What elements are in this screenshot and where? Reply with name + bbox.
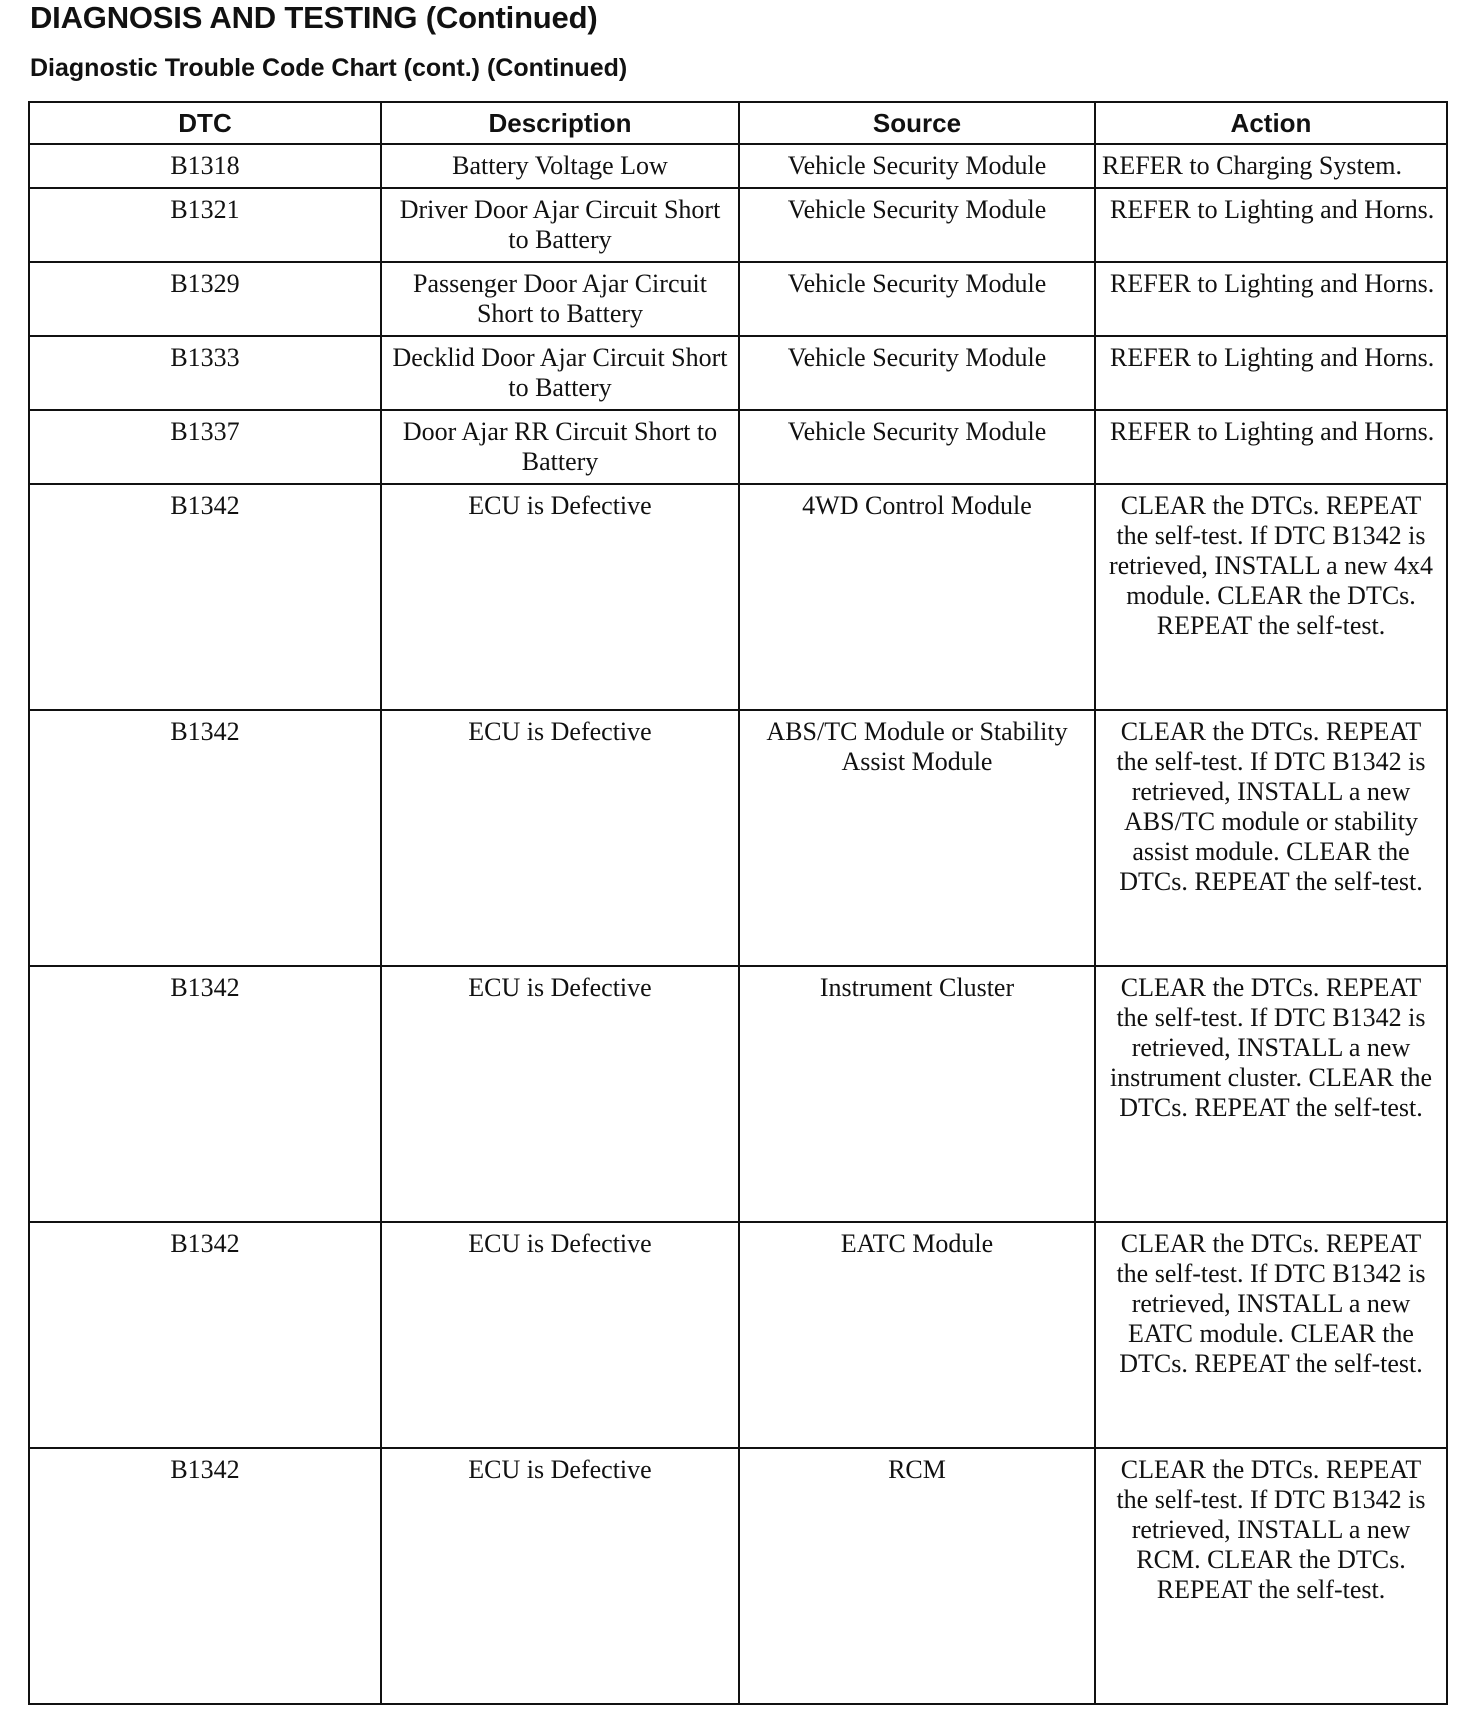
table-row: [29, 262, 1447, 336]
dtc-cell: B1342: [29, 710, 381, 966]
action-cell: REFER to Lighting and Horns.: [1095, 188, 1447, 262]
action-cell: CLEAR the DTCs. REPEAT the self-test. If DTC B1342 is retrieved, INSTALL a new EATC module. CLEAR the DTCs. REPEAT the self-test.: [1095, 1222, 1447, 1448]
header-action: Action: [1095, 102, 1447, 144]
dtc-cell: B1318: [29, 144, 381, 188]
action-cell: CLEAR the DTCs. REPEAT the self-test. If DTC B1342 is retrieved, INSTALL a new instrument cluster. CLEAR the DTCs. REPEAT the self-test.: [1095, 966, 1447, 1222]
dtc-cell: B1342: [29, 484, 381, 710]
table-row: [29, 710, 1447, 966]
page-title: DIAGNOSIS AND TESTING (Continued): [30, 0, 598, 35]
source-cell: Instrument Cluster: [739, 966, 1095, 1222]
dtc-cell: B1342: [29, 1448, 381, 1704]
description-cell: Decklid Door Ajar Circuit Short to Battery: [381, 336, 739, 410]
table-row: [29, 1448, 1447, 1704]
source-cell: EATC Module: [739, 1222, 1095, 1448]
dtc-cell: B1342: [29, 1222, 381, 1448]
table-row: [29, 336, 1447, 410]
description-cell: Battery Voltage Low: [381, 144, 739, 188]
description-cell: Driver Door Ajar Circuit Short to Battery: [381, 188, 739, 262]
header-description: Description: [381, 102, 739, 144]
source-cell: 4WD Control Module: [739, 484, 1095, 710]
source-cell: Vehicle Security Module: [739, 410, 1095, 484]
table-row: [29, 966, 1447, 1222]
table-row: [29, 144, 1447, 188]
action-cell: REFER to Lighting and Horns.: [1095, 410, 1447, 484]
action-cell: REFER to Lighting and Horns.: [1095, 262, 1447, 336]
header-row: [29, 102, 1447, 144]
dtc-table: [28, 101, 1448, 1705]
table-row: [29, 188, 1447, 262]
source-cell: Vehicle Security Module: [739, 188, 1095, 262]
dtc-cell: B1342: [29, 966, 381, 1222]
action-cell: CLEAR the DTCs. REPEAT the self-test. If DTC B1342 is retrieved, INSTALL a new RCM. CLEAR the DTCs. REPEAT the self-test.: [1095, 1448, 1447, 1704]
source-cell: ABS/TC Module or Stability Assist Module: [739, 710, 1095, 966]
dtc-cell: B1337: [29, 410, 381, 484]
source-cell: Vehicle Security Module: [739, 262, 1095, 336]
action-cell: REFER to Lighting and Horns.: [1095, 336, 1447, 410]
action-cell: REFER to Charging System.: [1095, 144, 1447, 188]
description-cell: ECU is Defective: [381, 966, 739, 1222]
description-cell: ECU is Defective: [381, 1222, 739, 1448]
table-title: Diagnostic Trouble Code Chart (cont.) (Continued): [30, 54, 628, 82]
dtc-cell: B1329: [29, 262, 381, 336]
source-cell: Vehicle Security Module: [739, 144, 1095, 188]
table-row: [29, 1222, 1447, 1448]
action-cell: CLEAR the DTCs. REPEAT the self-test. If DTC B1342 is retrieved, INSTALL a new 4x4 module. CLEAR the DTCs. REPEAT the self-test.: [1095, 484, 1447, 710]
table-row: [29, 410, 1447, 484]
source-cell: RCM: [739, 1448, 1095, 1704]
table-row: [29, 484, 1447, 710]
source-cell: Vehicle Security Module: [739, 336, 1095, 410]
description-cell: ECU is Defective: [381, 710, 739, 966]
dtc-cell: B1333: [29, 336, 381, 410]
action-cell: CLEAR the DTCs. REPEAT the self-test. If DTC B1342 is retrieved, INSTALL a new ABS/TC module or stability assist module. CLEAR the DTCs. REPEAT the self-test.: [1095, 710, 1447, 966]
description-cell: ECU is Defective: [381, 1448, 739, 1704]
dtc-cell: B1321: [29, 188, 381, 262]
header-source: Source: [739, 102, 1095, 144]
description-cell: Passenger Door Ajar Circuit Short to Battery: [381, 262, 739, 336]
description-cell: Door Ajar RR Circuit Short to Battery: [381, 410, 739, 484]
description-cell: ECU is Defective: [381, 484, 739, 710]
header-dtc: DTC: [29, 102, 381, 144]
